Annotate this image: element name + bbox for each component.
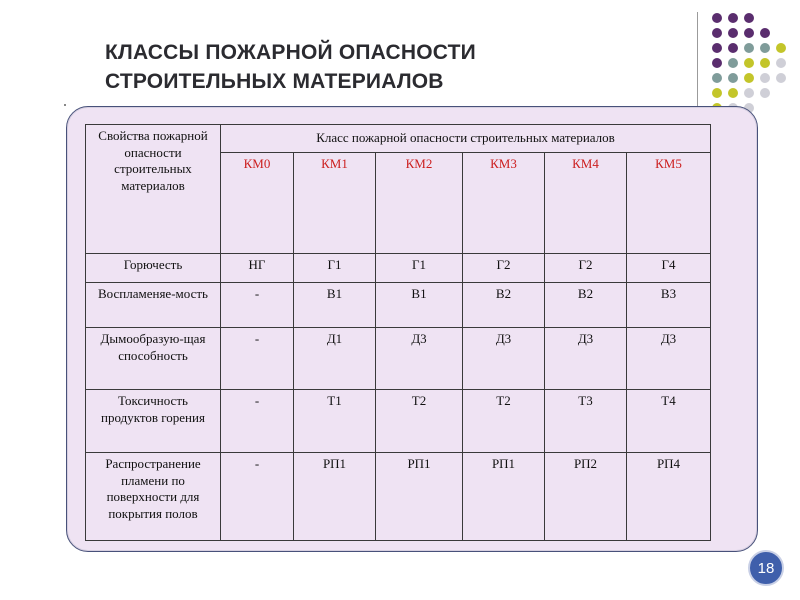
decorative-dot — [776, 43, 786, 53]
table-cell: Д3 — [545, 328, 627, 390]
group-header-cell — [221, 125, 711, 153]
decorative-dot — [712, 43, 722, 53]
slide-title-line-1: КЛАССЫ ПОЖАРНОЙ ОПАСНОСТИ — [105, 41, 476, 64]
class-header-km3: КМ3 — [463, 153, 545, 254]
decorative-dot — [760, 73, 770, 83]
table-row — [86, 390, 711, 453]
table-cell: Т4 — [627, 390, 711, 453]
property-label: Дымообразую-щая способность — [86, 328, 221, 390]
decorative-dot — [728, 58, 738, 68]
decorative-dot — [728, 28, 738, 38]
class-header-km1: КМ1 — [294, 153, 376, 254]
corner-header: Свойства пожарной опасности строительных материалов — [98, 128, 208, 193]
table-cell: РП2 — [545, 453, 627, 541]
table-cell: РП4 — [627, 453, 711, 541]
corner-header-cell — [86, 125, 221, 254]
decorative-dot — [760, 88, 770, 98]
decorative-dot — [712, 58, 722, 68]
decorative-dot — [728, 73, 738, 83]
table-cell: В2 — [463, 283, 545, 328]
table-cell: - — [221, 283, 294, 328]
table-cell: В1 — [294, 283, 376, 328]
property-label: Горючесть — [86, 254, 221, 283]
decorative-dot — [760, 28, 770, 38]
table-cell: Г4 — [627, 254, 711, 283]
property-label: Распространение пламени по поверхности для покрытия полов — [86, 453, 221, 541]
table-cell: РП1 — [294, 453, 376, 541]
property-label: Воспламеняе-мость — [86, 283, 221, 328]
table-cell: Г1 — [294, 254, 376, 283]
table-cell: Т1 — [294, 390, 376, 453]
decorative-dot — [760, 58, 770, 68]
table-cell: Д1 — [294, 328, 376, 390]
decorative-dot — [776, 73, 786, 83]
page-number: 18 — [757, 559, 775, 577]
table-cell: Г1 — [376, 254, 463, 283]
decorative-dot — [712, 28, 722, 38]
table-cell: Т2 — [376, 390, 463, 453]
table-cell: В2 — [545, 283, 627, 328]
table-cell: РП1 — [376, 453, 463, 541]
decorative-dot — [744, 28, 754, 38]
table-cell: Д3 — [376, 328, 463, 390]
fire-hazard-table — [85, 124, 711, 541]
class-header-km0: КМ0 — [221, 153, 294, 254]
decorative-dot — [744, 73, 754, 83]
slide-title-line-2: СТРОИТЕЛЬНЫХ МАТЕРИАЛОВ — [105, 70, 444, 93]
decorative-dot — [728, 88, 738, 98]
table-row — [86, 453, 711, 541]
page-number-badge — [748, 550, 784, 586]
table-cell: Г2 — [463, 254, 545, 283]
decorative-dot — [712, 88, 722, 98]
table-cell: Д3 — [627, 328, 711, 390]
group-header: Класс пожарной опасности строительных материалов — [316, 130, 615, 146]
table-cell: Т3 — [545, 390, 627, 453]
decorative-dot — [744, 58, 754, 68]
table-cell: В1 — [376, 283, 463, 328]
class-header-km5: КМ5 — [627, 153, 711, 254]
table-row — [86, 328, 711, 390]
class-header-km4: КМ4 — [545, 153, 627, 254]
table-row — [86, 283, 711, 328]
decorative-dot — [744, 88, 754, 98]
decorative-dot — [712, 73, 722, 83]
table-cell: Г2 — [545, 254, 627, 283]
table-row — [86, 254, 711, 283]
table-cell: - — [221, 453, 294, 541]
table-cell: - — [221, 328, 294, 390]
table-cell: Д3 — [463, 328, 545, 390]
table-cell: - — [221, 390, 294, 453]
table-cell: В3 — [627, 283, 711, 328]
decorative-dot — [744, 13, 754, 23]
decorative-dot — [760, 43, 770, 53]
decorative-dot — [744, 43, 754, 53]
table-cell: Т2 — [463, 390, 545, 453]
table-cell: НГ — [221, 254, 294, 283]
class-header-km2: КМ2 — [376, 153, 463, 254]
decorative-dot — [776, 58, 786, 68]
table-cell: РП1 — [463, 453, 545, 541]
decorative-dot — [712, 13, 722, 23]
property-label: Токсичность продуктов горения — [86, 390, 221, 453]
decorative-dot — [728, 43, 738, 53]
decorative-dot — [728, 13, 738, 23]
